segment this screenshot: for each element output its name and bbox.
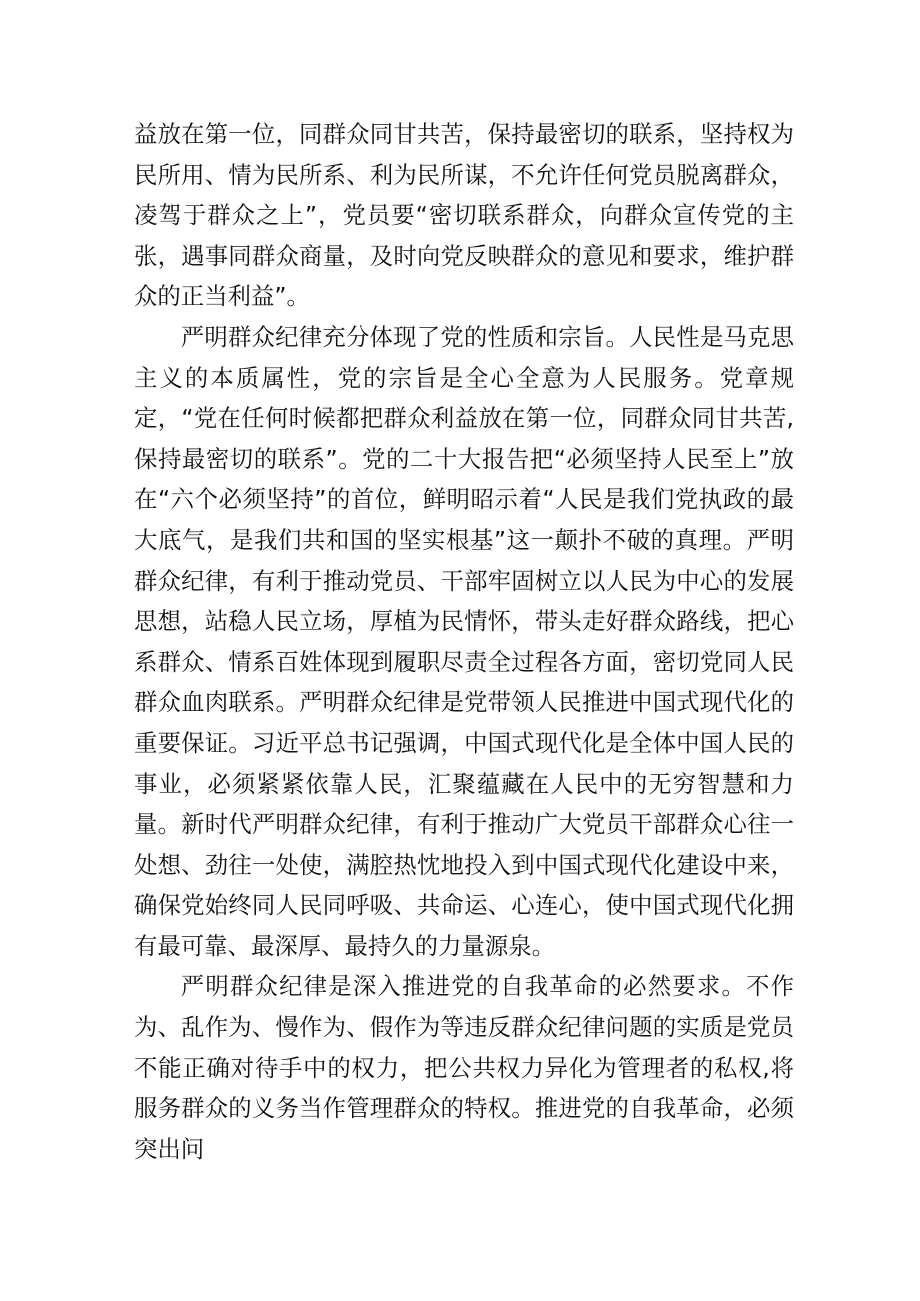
paragraph-3: 严明群众纪律是深入推进党的自我革命的必然要求。不作为、乱作为、慢作为、假作为等违反群众纪律问题的实质是党员不能正确对待手中的权力，把公共权力异化为管理者的私权,将服务群众的义务当作管理群众的特权。推进党的自我革命，必须突出问 xyxy=(134,972,794,1163)
paragraph-2: 严明群众纪律充分体现了党的性质和宗旨。人民性是马克思主义的本质属性，党的宗旨是全心全意为人民服务。党章规定，“党在任何时候都把群众利益放在第一位，同群众同甘共苦,保持最密切的联系”。党的二十大报告把“必须坚持人民至上”放在“六个必须坚持”的首位，鲜明昭示着“人民是我们党执政的最大底气，是我们共和国的坚实根基”这一颠扑不破的真理。严明群众纪律，有利于推动党员、干部牢固树立以人民为中心的发展思想，站稳人民立场，厚植为民情怀，带头走好群众路线，把心系群众、情系百姓体现到履职尽责全过程各方面，密切党同人民群众血肉联系。严明群众纪律是党带领人民推进中国式现代化的重要保证。习近平总书记强调，中国式现代化是全体中国人民的事业，必须紧紧依靠人民，汇聚蕴藏在人民中的无穷智慧和力量。新时代严明群众纪律，有利于推动广大党员干部群众心往一处想、劲往一处使，满腔热忱地投入到中国式现代化建设中来，确保党始终同人民同呼吸、共命运、心连心，使中国式现代化拥有最可靠、最深厚、最持久的力量源泉。 xyxy=(134,322,794,960)
paragraph-1: 益放在第一位，同群众同甘共苦，保持最密切的联系，坚持权为民所用、情为民所系、利为民所谋，不允许任何党员脱离群众，凌驾于群众之上”，党员要“密切联系群众，向群众宣传党的主张，遇事同群众商量，及时向党反映群众的意见和要求，维护群众的正当利益”。 xyxy=(134,120,794,311)
document-body xyxy=(134,114,794,1169)
